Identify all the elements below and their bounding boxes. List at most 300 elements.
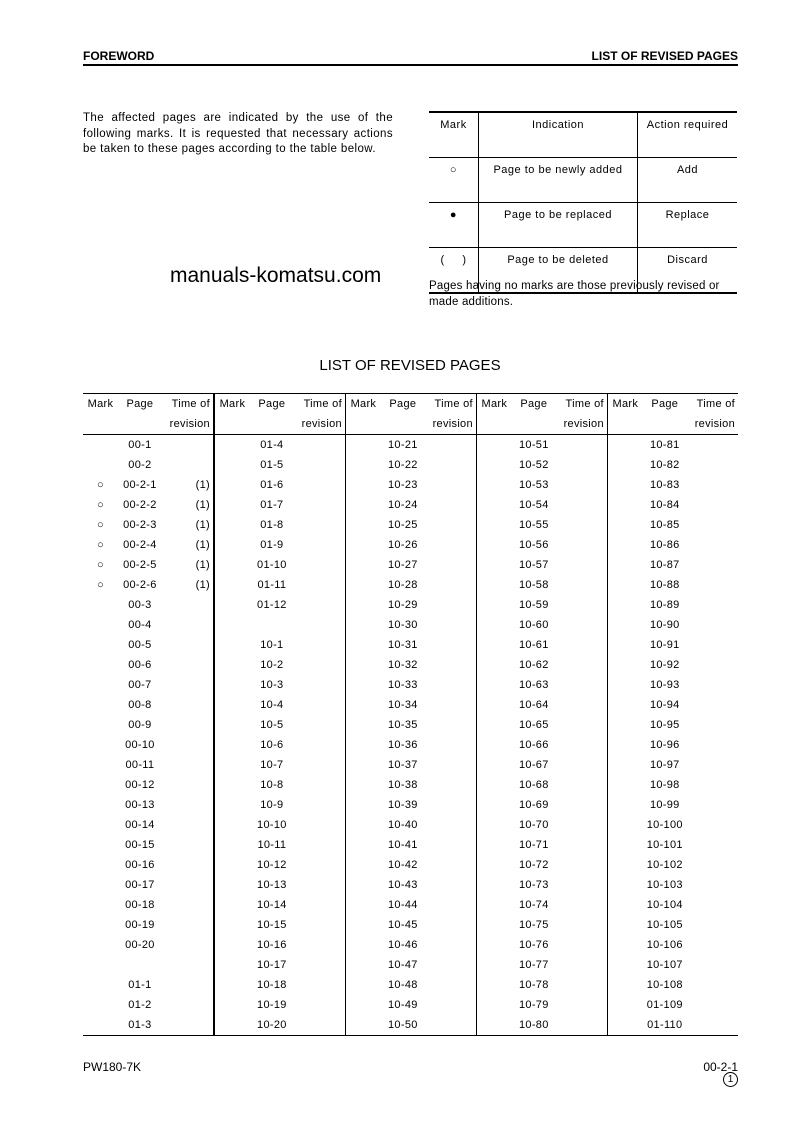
header-blank — [643, 414, 687, 435]
revision-cell — [294, 1015, 346, 1036]
mark-cell: ○ — [96, 479, 104, 491]
page-cell: 00-10 — [125, 739, 155, 751]
revision-cell — [556, 635, 608, 655]
mark-cell — [214, 855, 250, 875]
page-cell: 10-4 — [260, 699, 284, 711]
revision-cell — [687, 615, 738, 635]
mark-cell — [214, 535, 250, 555]
legend-row — [429, 203, 737, 248]
legend-indication: Page to be deleted — [479, 248, 638, 294]
page-cell: 10-15 — [257, 919, 287, 931]
mark-cell — [607, 495, 642, 515]
mark-cell — [476, 595, 511, 615]
table-header-row — [83, 394, 738, 415]
page-cell: 00-17 — [125, 879, 155, 891]
mark-cell — [83, 655, 118, 675]
header-section-title: FOREWORD — [83, 49, 155, 63]
mark-cell — [476, 955, 511, 975]
page-cell: 10-22 — [388, 459, 418, 471]
mark-cell — [83, 955, 118, 975]
mark-cell — [83, 635, 118, 655]
page-cell: 10-26 — [388, 539, 418, 551]
mark-cell — [476, 715, 511, 735]
revision-cell — [425, 495, 477, 515]
revision-cell — [687, 975, 738, 995]
revision-cell — [556, 615, 608, 635]
page-cell: 00-13 — [125, 799, 155, 811]
revision-cell — [556, 815, 608, 835]
table-row — [83, 995, 738, 1015]
page-cell: 10-30 — [388, 619, 418, 631]
mark-cell — [476, 655, 511, 675]
revision-cell — [556, 535, 608, 555]
mark-cell — [214, 575, 250, 595]
revision-cell — [556, 695, 608, 715]
mark-cell — [83, 835, 118, 855]
page-cell: 10-61 — [518, 639, 549, 651]
header-page: Page — [512, 394, 556, 415]
page-cell: 00-1 — [128, 439, 152, 451]
mark-cell — [83, 875, 118, 895]
header-mark: Mark — [476, 394, 511, 415]
revision-cell — [162, 595, 214, 615]
page-cell: 10-52 — [518, 459, 549, 471]
page-cell: 10-1 — [260, 639, 284, 651]
page-cell: 01-7 — [260, 499, 284, 511]
revision-cell — [162, 895, 214, 915]
revision-cell — [425, 1015, 477, 1036]
page-cell: 10-105 — [646, 919, 683, 931]
table-row — [83, 695, 738, 715]
mark-cell — [345, 775, 380, 795]
page-cell: 10-39 — [388, 799, 418, 811]
header-page: Page — [643, 394, 687, 415]
page-cell: 00-2-4 — [123, 539, 157, 551]
mark-cell — [214, 835, 250, 855]
mark-cell — [345, 995, 380, 1015]
page-cell: 10-2 — [260, 659, 284, 671]
mark-cell — [476, 455, 511, 475]
page-cell: 00-16 — [125, 859, 155, 871]
revision-cell — [294, 775, 346, 795]
mark-cell — [345, 695, 380, 715]
mark-cell — [345, 735, 380, 755]
revision-cell — [162, 455, 214, 475]
table-row — [83, 715, 738, 735]
revision-cell: (1) — [195, 539, 210, 551]
page-cell: 00-15 — [125, 839, 155, 851]
revision-cell — [425, 435, 477, 456]
mark-cell — [214, 895, 250, 915]
revision-cell — [294, 635, 346, 655]
revision-cell — [162, 795, 214, 815]
page-cell: 10-11 — [257, 839, 287, 851]
page-cell: 01-5 — [260, 459, 284, 471]
revision-cell — [687, 575, 738, 595]
revision-cell — [294, 535, 346, 555]
mark-cell — [214, 975, 250, 995]
legend-header-indication: Indication — [479, 112, 638, 158]
page-cell: 10-68 — [518, 779, 549, 791]
revision-cell — [556, 915, 608, 935]
page-cell: 01-8 — [260, 519, 284, 531]
page-cell: 10-45 — [388, 919, 418, 931]
table-row — [83, 535, 738, 555]
revision-cell — [556, 895, 608, 915]
page-cell: 10-7 — [260, 759, 284, 771]
mark-cell — [476, 575, 511, 595]
revision-cell — [294, 795, 346, 815]
revision-cell — [687, 775, 738, 795]
mark-cell — [214, 595, 250, 615]
mark-cell — [83, 815, 118, 835]
mark-cell — [607, 815, 642, 835]
page-cell: 10-81 — [649, 439, 680, 451]
mark-cell — [476, 835, 511, 855]
mark-cell — [345, 635, 380, 655]
table-row — [83, 935, 738, 955]
legend-action: Add — [638, 158, 738, 203]
page-cell: 00-19 — [125, 919, 155, 931]
revision-cell — [425, 695, 477, 715]
mark-cell — [607, 995, 642, 1015]
page-cell: 10-33 — [388, 679, 418, 691]
mark-cell — [607, 695, 642, 715]
mark-cell — [214, 675, 250, 695]
page-cell: 10-74 — [518, 899, 549, 911]
table-row — [83, 435, 738, 456]
page-cell: 10-20 — [250, 1015, 294, 1036]
mark-cell — [607, 895, 642, 915]
page-cell: 10-41 — [388, 839, 418, 851]
revision-cell — [294, 475, 346, 495]
revision-cell — [687, 455, 738, 475]
table-row — [83, 635, 738, 655]
revision-cell — [294, 455, 346, 475]
header-blank — [83, 414, 118, 435]
page-cell: 00-2-3 — [123, 519, 157, 531]
mark-cell — [607, 795, 642, 815]
page-cell: 10-86 — [649, 539, 680, 551]
page-cell: 10-12 — [257, 859, 287, 871]
mark-cell — [83, 675, 118, 695]
revision-cell — [162, 635, 214, 655]
revision-cell — [687, 915, 738, 935]
mark-cell — [345, 815, 380, 835]
page-cell: 10-91 — [649, 639, 680, 651]
revision-cell — [294, 675, 346, 695]
header-revision: revision — [162, 414, 214, 435]
mark-cell — [476, 935, 511, 955]
revision-cell — [556, 955, 608, 975]
legend-note: Pages having no marks are those previously revised or made additions. — [429, 280, 720, 308]
mark-cell — [83, 615, 118, 635]
page-cell: 00-2-5 — [123, 559, 157, 571]
table-row — [83, 815, 738, 835]
page-cell: 10-18 — [257, 979, 287, 991]
revision-cell — [556, 795, 608, 815]
mark-cell — [214, 635, 250, 655]
header-page: Page — [118, 394, 162, 415]
revision-cell — [294, 555, 346, 575]
page-cell: 10-16 — [257, 939, 287, 951]
mark-cell — [83, 895, 118, 915]
mark-cell: ○ — [96, 499, 104, 511]
mark-cell: ○ — [96, 559, 104, 571]
mark-cell — [607, 715, 642, 735]
revision-cell — [162, 975, 214, 995]
mark-cell — [607, 915, 642, 935]
revision-cell — [556, 435, 608, 456]
mark-cell — [607, 515, 642, 535]
revision-cell — [556, 775, 608, 795]
mark-cell — [476, 895, 511, 915]
mark-cell — [214, 495, 250, 515]
revision-cell — [425, 515, 477, 535]
revision-cell — [162, 615, 214, 635]
revision-cell — [687, 755, 738, 775]
revision-cell — [556, 735, 608, 755]
page-cell: 10-60 — [518, 619, 549, 631]
page-cell: 10-42 — [388, 859, 418, 871]
legend-indication: Page to be newly added — [479, 158, 638, 203]
revision-cell: (1) — [195, 479, 210, 491]
watermark: manuals-komatsu.com — [170, 264, 382, 287]
legend-action: Discard — [638, 248, 738, 294]
mark-cell — [214, 995, 250, 1015]
mark-cell — [345, 655, 380, 675]
mark-cell — [607, 595, 642, 615]
page-cell: 01-6 — [260, 479, 284, 491]
mark-cell — [345, 515, 380, 535]
mark-legend-table — [429, 111, 737, 294]
page-cell: 00-11 — [125, 759, 155, 771]
page-cell: 10-29 — [388, 599, 418, 611]
revision-cell — [425, 675, 477, 695]
page-cell: 10-82 — [649, 459, 680, 471]
mark-cell — [345, 595, 380, 615]
mark-cell — [214, 695, 250, 715]
table-row — [83, 1015, 738, 1036]
mark-cell — [214, 735, 250, 755]
table-row — [83, 955, 738, 975]
mark-cell: ○ — [96, 519, 104, 531]
page-cell: 10-62 — [518, 659, 549, 671]
revision-cell — [294, 875, 346, 895]
mark-cell — [476, 875, 511, 895]
revision-cell — [687, 995, 738, 1015]
mark-cell — [345, 435, 380, 456]
page-cell: 10-6 — [260, 739, 284, 751]
revision-cell — [425, 635, 477, 655]
table-row — [83, 495, 738, 515]
revision-cell — [687, 955, 738, 975]
header-mark: Mark — [607, 394, 642, 415]
mark-cell — [607, 875, 642, 895]
mark-cell — [214, 655, 250, 675]
table-row — [83, 735, 738, 755]
mark-cell — [214, 935, 250, 955]
mark-cell — [476, 995, 511, 1015]
revision-cell — [162, 655, 214, 675]
page-cell: 10-83 — [649, 479, 680, 491]
page-cell: 10-64 — [518, 699, 549, 711]
revision-cell — [687, 655, 738, 675]
mark-cell — [214, 455, 250, 475]
revision-cell — [162, 835, 214, 855]
mark-cell — [476, 815, 511, 835]
page-cell: 10-5 — [260, 719, 284, 731]
mark-cell — [476, 1015, 511, 1036]
revision-cell — [294, 895, 346, 915]
mark-cell — [214, 795, 250, 815]
page-cell: 10-63 — [518, 679, 549, 691]
table-row — [83, 975, 738, 995]
mark-cell — [214, 815, 250, 835]
revision-cell — [425, 475, 477, 495]
revision-cell — [687, 475, 738, 495]
mark-cell — [476, 475, 511, 495]
revision-cell — [687, 695, 738, 715]
page-cell: 10-85 — [649, 519, 680, 531]
legend-indication: Page to be replaced — [479, 203, 638, 248]
mark-cell — [214, 715, 250, 735]
mark-cell — [83, 735, 118, 755]
mark-cell — [345, 495, 380, 515]
revision-cell — [294, 595, 346, 615]
page-cell: 10-32 — [388, 659, 418, 671]
revision-cell — [425, 735, 477, 755]
page-cell: 10-65 — [518, 719, 549, 731]
revision-cell — [687, 855, 738, 875]
mark-cell — [214, 775, 250, 795]
page-cell: 10-44 — [388, 899, 418, 911]
mark-cell — [214, 955, 250, 975]
page-cell: 10-50 — [381, 1015, 425, 1036]
mark-cell — [607, 975, 642, 995]
revision-cell — [162, 735, 214, 755]
mark-cell — [607, 615, 642, 635]
mark-cell — [345, 535, 380, 555]
header-blank — [607, 414, 642, 435]
page-cell: 10-10 — [257, 819, 287, 831]
revision-cell — [425, 655, 477, 675]
revision-cell — [687, 555, 738, 575]
page-cell: 10-31 — [388, 639, 418, 651]
page-cell: 00-5 — [128, 639, 152, 651]
mark-cell — [345, 975, 380, 995]
mark-cell — [607, 655, 642, 675]
page-cell: 10-35 — [388, 719, 418, 731]
revision-cell — [425, 715, 477, 735]
page-cell: 10-76 — [518, 939, 549, 951]
revision-cell — [687, 435, 738, 456]
page-cell: 10-53 — [518, 479, 549, 491]
page-cell: 00-2-2 — [123, 499, 157, 511]
mark-cell — [83, 715, 118, 735]
mark-cell — [214, 555, 250, 575]
mark-cell — [476, 695, 511, 715]
page-cell: 10-96 — [649, 739, 680, 751]
mark-cell — [476, 495, 511, 515]
page-cell: 10-98 — [649, 779, 680, 791]
page-cell: 10-104 — [646, 899, 683, 911]
page-cell: 10-24 — [388, 499, 418, 511]
revision-cell — [294, 495, 346, 515]
page-cell: 10-75 — [518, 919, 549, 931]
mark-cell — [83, 435, 118, 456]
mark-cell — [345, 475, 380, 495]
revision-cell — [294, 695, 346, 715]
revision-cell — [556, 975, 608, 995]
page-cell: 10-19 — [257, 999, 287, 1011]
revision-cell — [425, 775, 477, 795]
mark-cell — [214, 915, 250, 935]
revision-cell — [687, 1015, 738, 1036]
revision-cell — [294, 955, 346, 975]
table-row — [83, 855, 738, 875]
revision-cell — [425, 995, 477, 1015]
mark-cell — [214, 875, 250, 895]
revision-cell — [687, 835, 738, 855]
mark-cell — [607, 735, 642, 755]
mark-cell — [476, 675, 511, 695]
mark-cell: ○ — [96, 539, 104, 551]
revision-circle-badge: 1 — [723, 1072, 738, 1087]
page-cell: 10-69 — [518, 799, 549, 811]
header-revision: revision — [687, 414, 738, 435]
page-cell: 00-4 — [128, 619, 152, 631]
revision-cell — [687, 675, 738, 695]
mark-cell — [607, 775, 642, 795]
revision-cell — [425, 915, 477, 935]
page-cell: 10-13 — [257, 879, 287, 891]
mark-cell — [83, 975, 118, 995]
page-cell: 10-95 — [649, 719, 680, 731]
revision-cell — [425, 755, 477, 775]
revision-cell — [556, 575, 608, 595]
table-row — [83, 775, 738, 795]
mark-cell — [607, 635, 642, 655]
revision-cell — [556, 835, 608, 855]
mark-cell — [476, 635, 511, 655]
mark-cell: ○ — [96, 579, 104, 591]
mark-cell — [214, 435, 250, 456]
revision-cell — [162, 435, 214, 456]
revision-cell: (1) — [195, 519, 210, 531]
revision-cell — [687, 815, 738, 835]
page-cell: 10-57 — [518, 559, 549, 571]
page-cell: 10-87 — [649, 559, 680, 571]
header-blank — [512, 414, 556, 435]
revision-cell — [556, 855, 608, 875]
revision-cell — [162, 955, 214, 975]
mark-cell — [214, 755, 250, 775]
mark-cell — [476, 535, 511, 555]
page-cell: 10-48 — [388, 979, 418, 991]
mark-cell — [607, 475, 642, 495]
page-cell: 10-38 — [388, 779, 418, 791]
header-mark: Mark — [345, 394, 380, 415]
revision-cell — [425, 455, 477, 475]
header-page: Page — [381, 394, 425, 415]
revision-cell — [556, 755, 608, 775]
revision-cell — [425, 615, 477, 635]
revised-pages-table — [83, 393, 738, 1036]
page-cell: 10-27 — [388, 559, 418, 571]
mark-cell — [214, 615, 250, 635]
page-cell: 01-109 — [646, 999, 683, 1011]
